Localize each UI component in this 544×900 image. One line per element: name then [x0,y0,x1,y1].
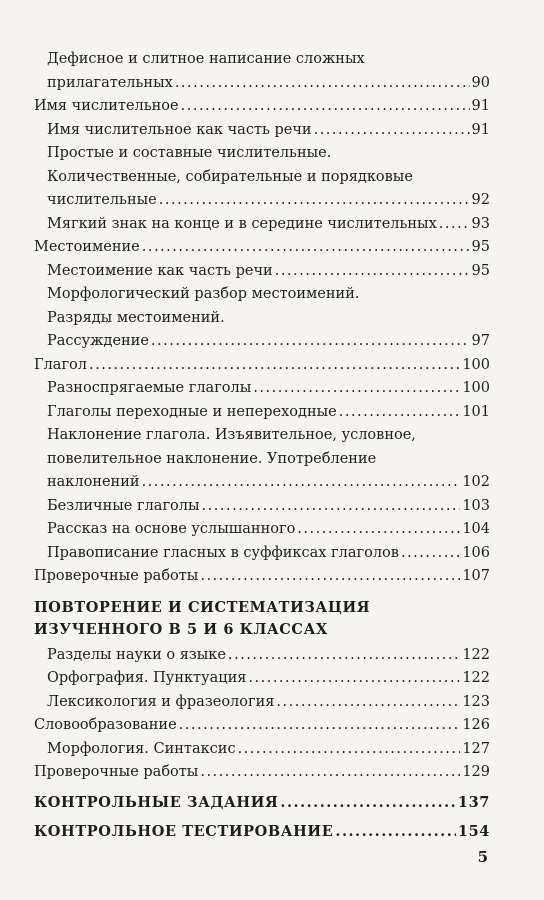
toc-entry-page: 91 [471,121,490,138]
dot-leader [89,354,460,378]
toc-entry-page: 107 [462,568,490,584]
toc-entry-title-line: Глаголы переходные и непереходные [47,403,337,420]
toc-entry-title-line: Имя числительное как часть речи [47,121,312,138]
toc-entry-title-line: Местоимение как часть речи [47,262,273,279]
toc-entry-page: 100 [462,380,490,396]
toc-entry [34,761,490,785]
toc-entry [34,644,490,668]
toc-entry-title-line: Проверочные работы [34,764,199,780]
toc-entry-page: 91 [471,98,490,114]
toc-entry-page: 103 [462,497,490,514]
toc-entry [34,495,490,519]
toc-entry-title-line: Безличные глаголы [47,497,200,514]
section-heading [34,597,490,641]
toc-entry [34,95,490,119]
toc-entry [34,565,490,589]
toc-entry [34,401,490,425]
toc-entry-page: 126 [462,717,490,733]
dot-leader [142,236,470,260]
toc-entry-title-line: Простые и составные числительные. [47,145,332,161]
toc-entry-title-line: Рассказ на основе услышанного [47,521,296,537]
dot-leader [335,820,456,844]
toc-entry [34,260,490,284]
toc-entry [34,142,490,166]
dot-leader [275,260,470,284]
toc-entry-page: 102 [462,474,490,490]
toc-entry-title-line: Местоимение [34,239,140,255]
section-heading-line: ИЗУЧЕННОГО В 5 И 6 КЛАССАХ [34,620,328,638]
dot-leader [151,330,470,354]
toc-entry [34,518,490,542]
toc-major-entry [34,820,490,844]
toc-entry-title-line: наклонений [47,474,140,490]
dot-leader [200,761,460,785]
toc-entry-page: 106 [462,544,490,561]
toc-entry-title-line: Разноспрягаемые глаголы [47,380,252,396]
toc-entry-page: 122 [462,670,490,686]
toc-entry-page: 127 [462,740,490,757]
toc-entry-title-line: Количественные, собирательные и порядковые [47,168,413,185]
toc-entry [34,714,490,738]
dot-leader [142,471,461,495]
toc-entry-title-line: Орфография. Пунктуация [47,670,247,686]
toc-entry [34,283,490,307]
toc-major-entry [34,791,490,815]
toc-entry [34,424,490,495]
toc-entry-page: 104 [462,521,490,537]
toc-entry-page: 90 [471,74,490,91]
toc-entry-title-line: повелительное наклонение. Употребление [47,450,377,467]
dot-leader [202,495,461,519]
dot-leader [248,667,460,691]
toc-entry-title-line: Мягкий знак на конце и в середине числительных [47,215,437,232]
toc-entry [34,330,490,354]
dot-leader [159,189,470,213]
toc-entry [34,166,490,213]
dot-leader [439,213,470,237]
toc-entry-title-line: Разделы науки о языке [47,646,226,663]
toc-entry-title-line: Морфология. Синтаксис [47,740,236,757]
toc-entry-page: 154 [457,823,490,840]
toc-entry-title-line: Разряды местоимений. [47,309,225,326]
toc-entry [34,542,490,566]
section-heading-line: ПОВТОРЕНИЕ И СИСТЕМАТИЗАЦИЯ [34,598,371,616]
toc-entry [34,667,490,691]
toc-entry-title-line: Дефисное и слитное написание сложных [47,51,365,67]
toc-entry-page: 100 [462,356,490,373]
dot-leader [175,72,470,96]
toc-entry-title-line: Лексикология и фразеология [47,693,275,710]
toc-entry-page: 97 [471,333,490,349]
dot-leader [276,691,460,715]
dot-leader [179,714,461,738]
dot-leader [297,518,460,542]
toc-entry-title-line: КОНТРОЛЬНЫЕ ЗАДАНИЯ [34,793,279,811]
toc-entry-title-line: Словообразование [34,717,177,733]
toc-entry-page: 95 [471,239,490,255]
toc-entry [34,213,490,237]
toc-entry-page: 122 [462,646,490,663]
toc-entry-page: 129 [462,764,490,780]
toc-entry [34,236,490,260]
dot-leader [253,377,460,401]
toc-entry [34,738,490,762]
toc-entry-page: 101 [462,403,490,420]
dot-leader [339,401,461,425]
toc-entry-title-line: прилагательных [47,74,173,91]
toc-entry-title-line: Имя числительное [34,98,179,114]
toc-entry [34,307,490,331]
toc-entry-title-line: числительные [47,192,157,208]
toc-entry-title-line: Правописание гласных в суффиксах глаголов [47,544,399,561]
toc-entry-page: 123 [462,693,490,710]
toc-entry [34,354,490,378]
toc-entry-page: 95 [471,262,490,279]
toc-entry-title-line: КОНТРОЛЬНОЕ ТЕСТИРОВАНИЕ [34,823,334,840]
toc-entry [34,119,490,143]
table-of-contents [34,48,490,844]
dot-leader [314,119,470,143]
toc-entry [34,377,490,401]
dot-leader [200,565,460,589]
toc-entry [34,691,490,715]
dot-leader [228,644,460,668]
dot-leader [401,542,460,566]
toc-entry-title-line: Глагол [34,356,87,373]
toc-entry [34,48,490,95]
toc-entry-title-line: Морфологический разбор местоимений. [47,286,360,302]
toc-entry-page: 137 [457,793,490,811]
page-number: 5 [477,848,488,866]
toc-entry-title-line: Проверочные работы [34,568,199,584]
dot-leader [181,95,470,119]
toc-entry-title-line: Рассуждение [47,333,149,349]
toc-entry-page: 92 [471,192,490,208]
dot-leader [238,738,461,762]
toc-entry-title-line: Наклонение глагола. Изъявительное, условное, [47,427,416,443]
toc-entry-page: 93 [471,215,490,232]
dot-leader [280,791,456,815]
